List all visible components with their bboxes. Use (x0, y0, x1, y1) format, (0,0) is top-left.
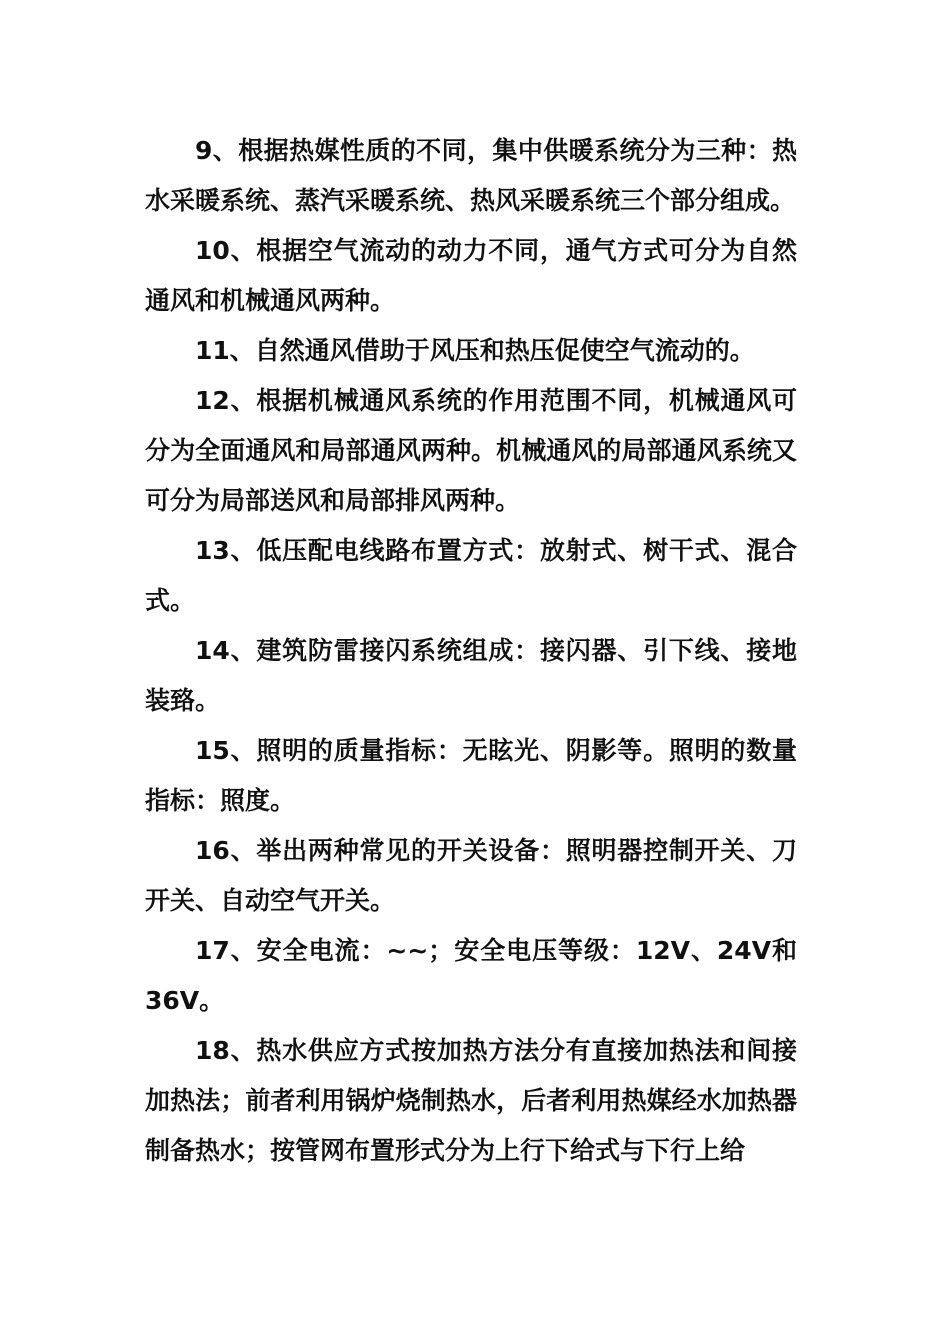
paragraph-11: 11、自然通风借助于风压和热压促使空气流动的。 (195, 336, 755, 365)
paragraph-18: 18、热水供应方式按加热方法分有直接加热法和间接加热法；前者利用锅炉烧制热水，后者利用热媒经水加热器制备热水；按管网布置形式分为上行下给式与下行上给 (145, 1036, 797, 1165)
paragraph-15: 15、照明的质量指标：无眩光、阴影等。照明的数量指标：照度。 (145, 736, 797, 815)
paragraph-9: 9、根据热媒性质的不同，集中供暖系统分为三种：热水采暖系统、蒸汽采暖系统、热风采暖系统三个部分组成。 (145, 136, 797, 215)
paragraph-17: 17、安全电流：~~；安全电压等级：12V、24V和36V。 (145, 936, 797, 1015)
paragraph-10: 10、根据空气流动的动力不同，通气方式可分为自然通风和机械通风两种。 (145, 236, 797, 315)
document-body (145, 126, 797, 1176)
paragraph-12: 12、根据机械通风系统的作用范围不同，机械通风可分为全面通风和局部通风两种。机械通风的局部通风系统又可分为局部送风和局部排风两种。 (145, 386, 797, 515)
paragraph-13: 13、低压配电线路布置方式：放射式、树干式、混合式。 (145, 536, 797, 615)
paragraph-14: 14、建筑防雷接闪系统组成：接闪器、引下线、接地装臵。 (145, 636, 797, 715)
paragraph-16: 16、举出两种常见的开关设备：照明器控制开关、刀开关、自动空气开关。 (145, 836, 797, 915)
